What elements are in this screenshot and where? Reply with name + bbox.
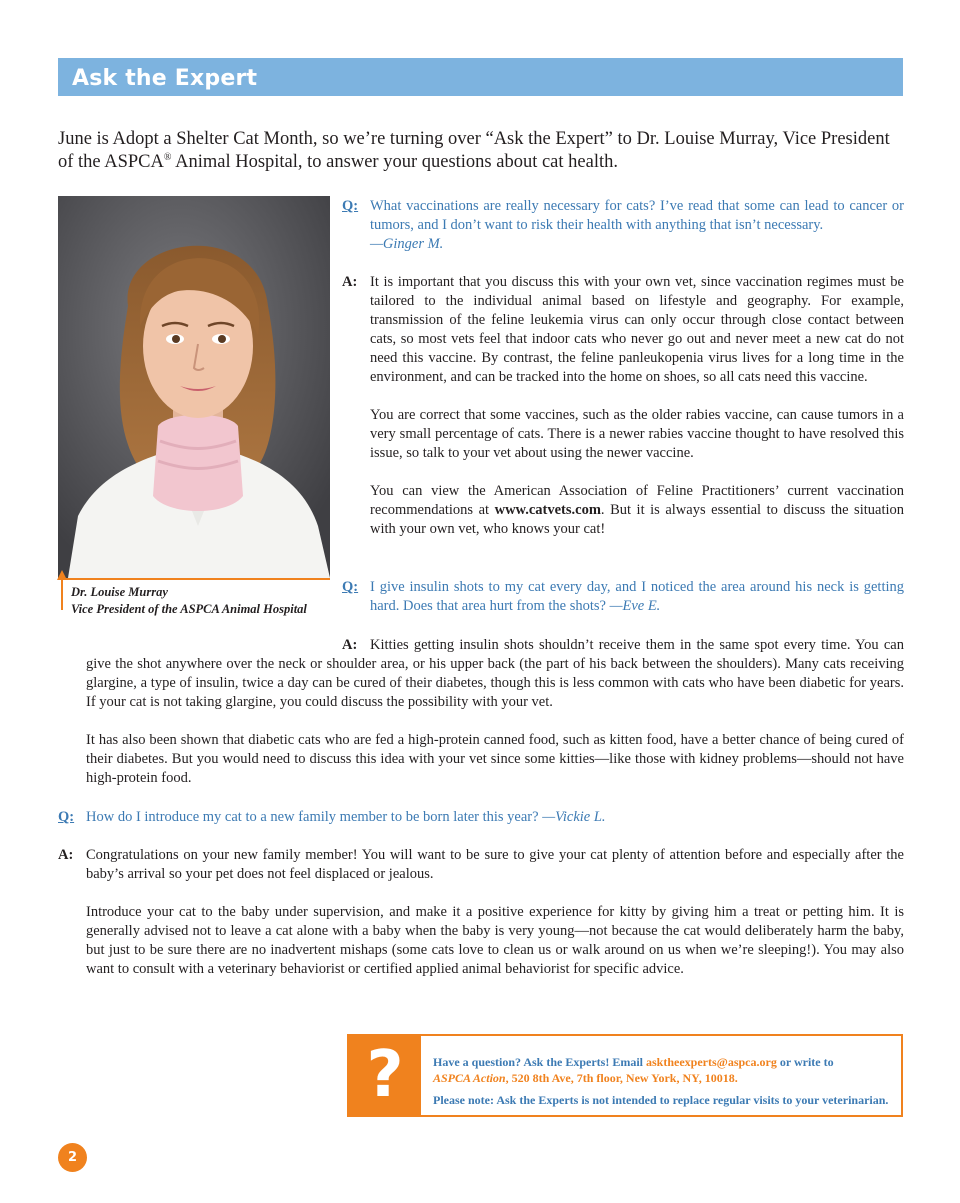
answer-3-paragraph-1: Congratulations on your new family member! You will want to be sure to give your cat plenty of attention before and especially after the baby’s arrival so your pet does not feel displaced or jealous. [86,847,904,882]
portrait-illustration [58,196,330,578]
disclaimer-note: Please note: Ask the Experts is not intended to replace regular visits to your veterinarian. [433,1093,889,1107]
answer-3 [58,846,904,979]
a-label: A: [58,847,74,863]
expert-email-link[interactable]: asktheexperts@aspca.org [646,1055,777,1069]
question-1-text: What vaccinations are really necessary for cats? I’ve read that some can lead to cancer or tumors, and I don’t want to risk their health with anything that isn’t necessary. [370,198,904,233]
answer-1-paragraph-3: You can view the American Association of Feline Practitioners’ current vaccination recommendations at www.catvets.com. But it is always essential to discuss the situation with your own vet, who knows your cat! [370,483,905,537]
ask-experts-text [433,1054,903,1108]
expert-portrait [58,196,330,578]
page-number: 2 [58,1143,87,1172]
photo-divider [58,578,330,580]
caption-stem [61,580,63,610]
question-1-asker: —Ginger M. [370,236,444,252]
answer-3-paragraph-2: Introduce your cat to the baby under supervision, and make it a positive experience for kitty by giving him a treat or petting him. It is generally advised not to leave a cat alone with a baby when the baby is very young—not because the cat would deliberately harm the baby, but just to be sure there are no inadvertent mishaps (some cats love to clean us or walk around on us when we’re sleeping!). You may also want to consult with a veterinary behaviorist or certified applied animal behaviorist for specific advice. [86,904,904,977]
answer-2-paragraph-1: Kitties getting insulin shots shouldn’t receive them in the same spot every time. You can give the shot anywhere over the neck or shoulder area, or his upper back (the part of his back between the shoulders). Many cats receiving glargine, a type of insulin, twice a day can be cured of their diabetes, though this is less common with cats who have been diabetic for years. If your cat is not taking glargine, you could discuss the possibility with your vet. [86,637,904,710]
publication-name: ASPCA Action [433,1071,506,1085]
catvets-link[interactable]: www.catvets.com [494,502,601,518]
ask-experts-box [347,1034,903,1117]
a-label: A: [342,274,358,290]
section-header [58,58,903,96]
caption-title: Vice President of the ASPCA Animal Hospital [71,602,307,616]
question-3-text: How do I introduce my cat to a new family member to be born later this year? [86,809,539,825]
question-3 [58,808,904,827]
caption-arrow-icon [57,570,67,580]
q-label: Q: [342,198,359,214]
question-1 [342,197,904,254]
ask-experts-line-1: Have a question? Ask the Experts! Email asktheexperts@aspca.org or write to [433,1055,834,1069]
answer-1 [342,273,904,539]
question-2 [342,578,904,616]
registered-mark: ® [163,151,172,163]
answer-1-paragraph-1: It is important that you discuss this with your own vet, since vaccination regimes must be tailored to the individual animal based on lifestyle and geography. For example, transmission of the feline leukemia virus can only occur through close contact between cats, so most vets feel that indoor cats who never go out and never meet a new cat do not need this vaccine. By contrast, the feline panleukopenia virus lives for a long time in the environment, and can be tracked into the home on shoes, so all cats need this vaccine. [370,274,904,385]
question-2-asker: —Eve E. [609,598,661,614]
q-label: Q: [58,809,75,825]
q-label: Q: [342,579,359,595]
a-label: A: [342,637,358,653]
caption-name: Dr. Louise Murray [71,585,168,599]
answer-1-paragraph-2: You are correct that some vaccines, such as the older rabies vaccine, can cause tumors in a very small percentage of cats. There is a newer rabies vaccine thought to have resolved this issue, so talk to your vet about using the newer vaccine. [370,407,904,461]
mailing-address: , 520 8th Ave, 7th floor, New York, NY, 10018. [505,1071,738,1085]
answer-2 [58,636,904,788]
ask-experts-line-2 [433,1070,903,1086]
question-2-text: I give insulin shots to my cat every day, and I noticed the area around his neck is getting hard. Does that area hurt from the shots? [370,579,904,614]
intro-paragraph: June is Adopt a Shelter Cat Month, so we’re turning over “Ask the Expert” to Dr. Louise Murray, Vice President of the ASPCA® Animal Hospital, to answer your questions about cat health. [58,129,890,172]
question-3-asker: —Vickie L. [542,809,606,825]
section-title: Ask the Expert [72,66,258,91]
photo-caption [71,584,341,618]
question-mark-icon: ? [349,1036,421,1115]
answer-2-paragraph-2: It has also been shown that diabetic cats who are fed a high-protein canned food, such as kitten food, have a better chance of being cured of their diabetes. But you would need to discuss this idea with your vet since some kitties—like those with kidney problems—should not have high-protein food. [86,732,904,786]
